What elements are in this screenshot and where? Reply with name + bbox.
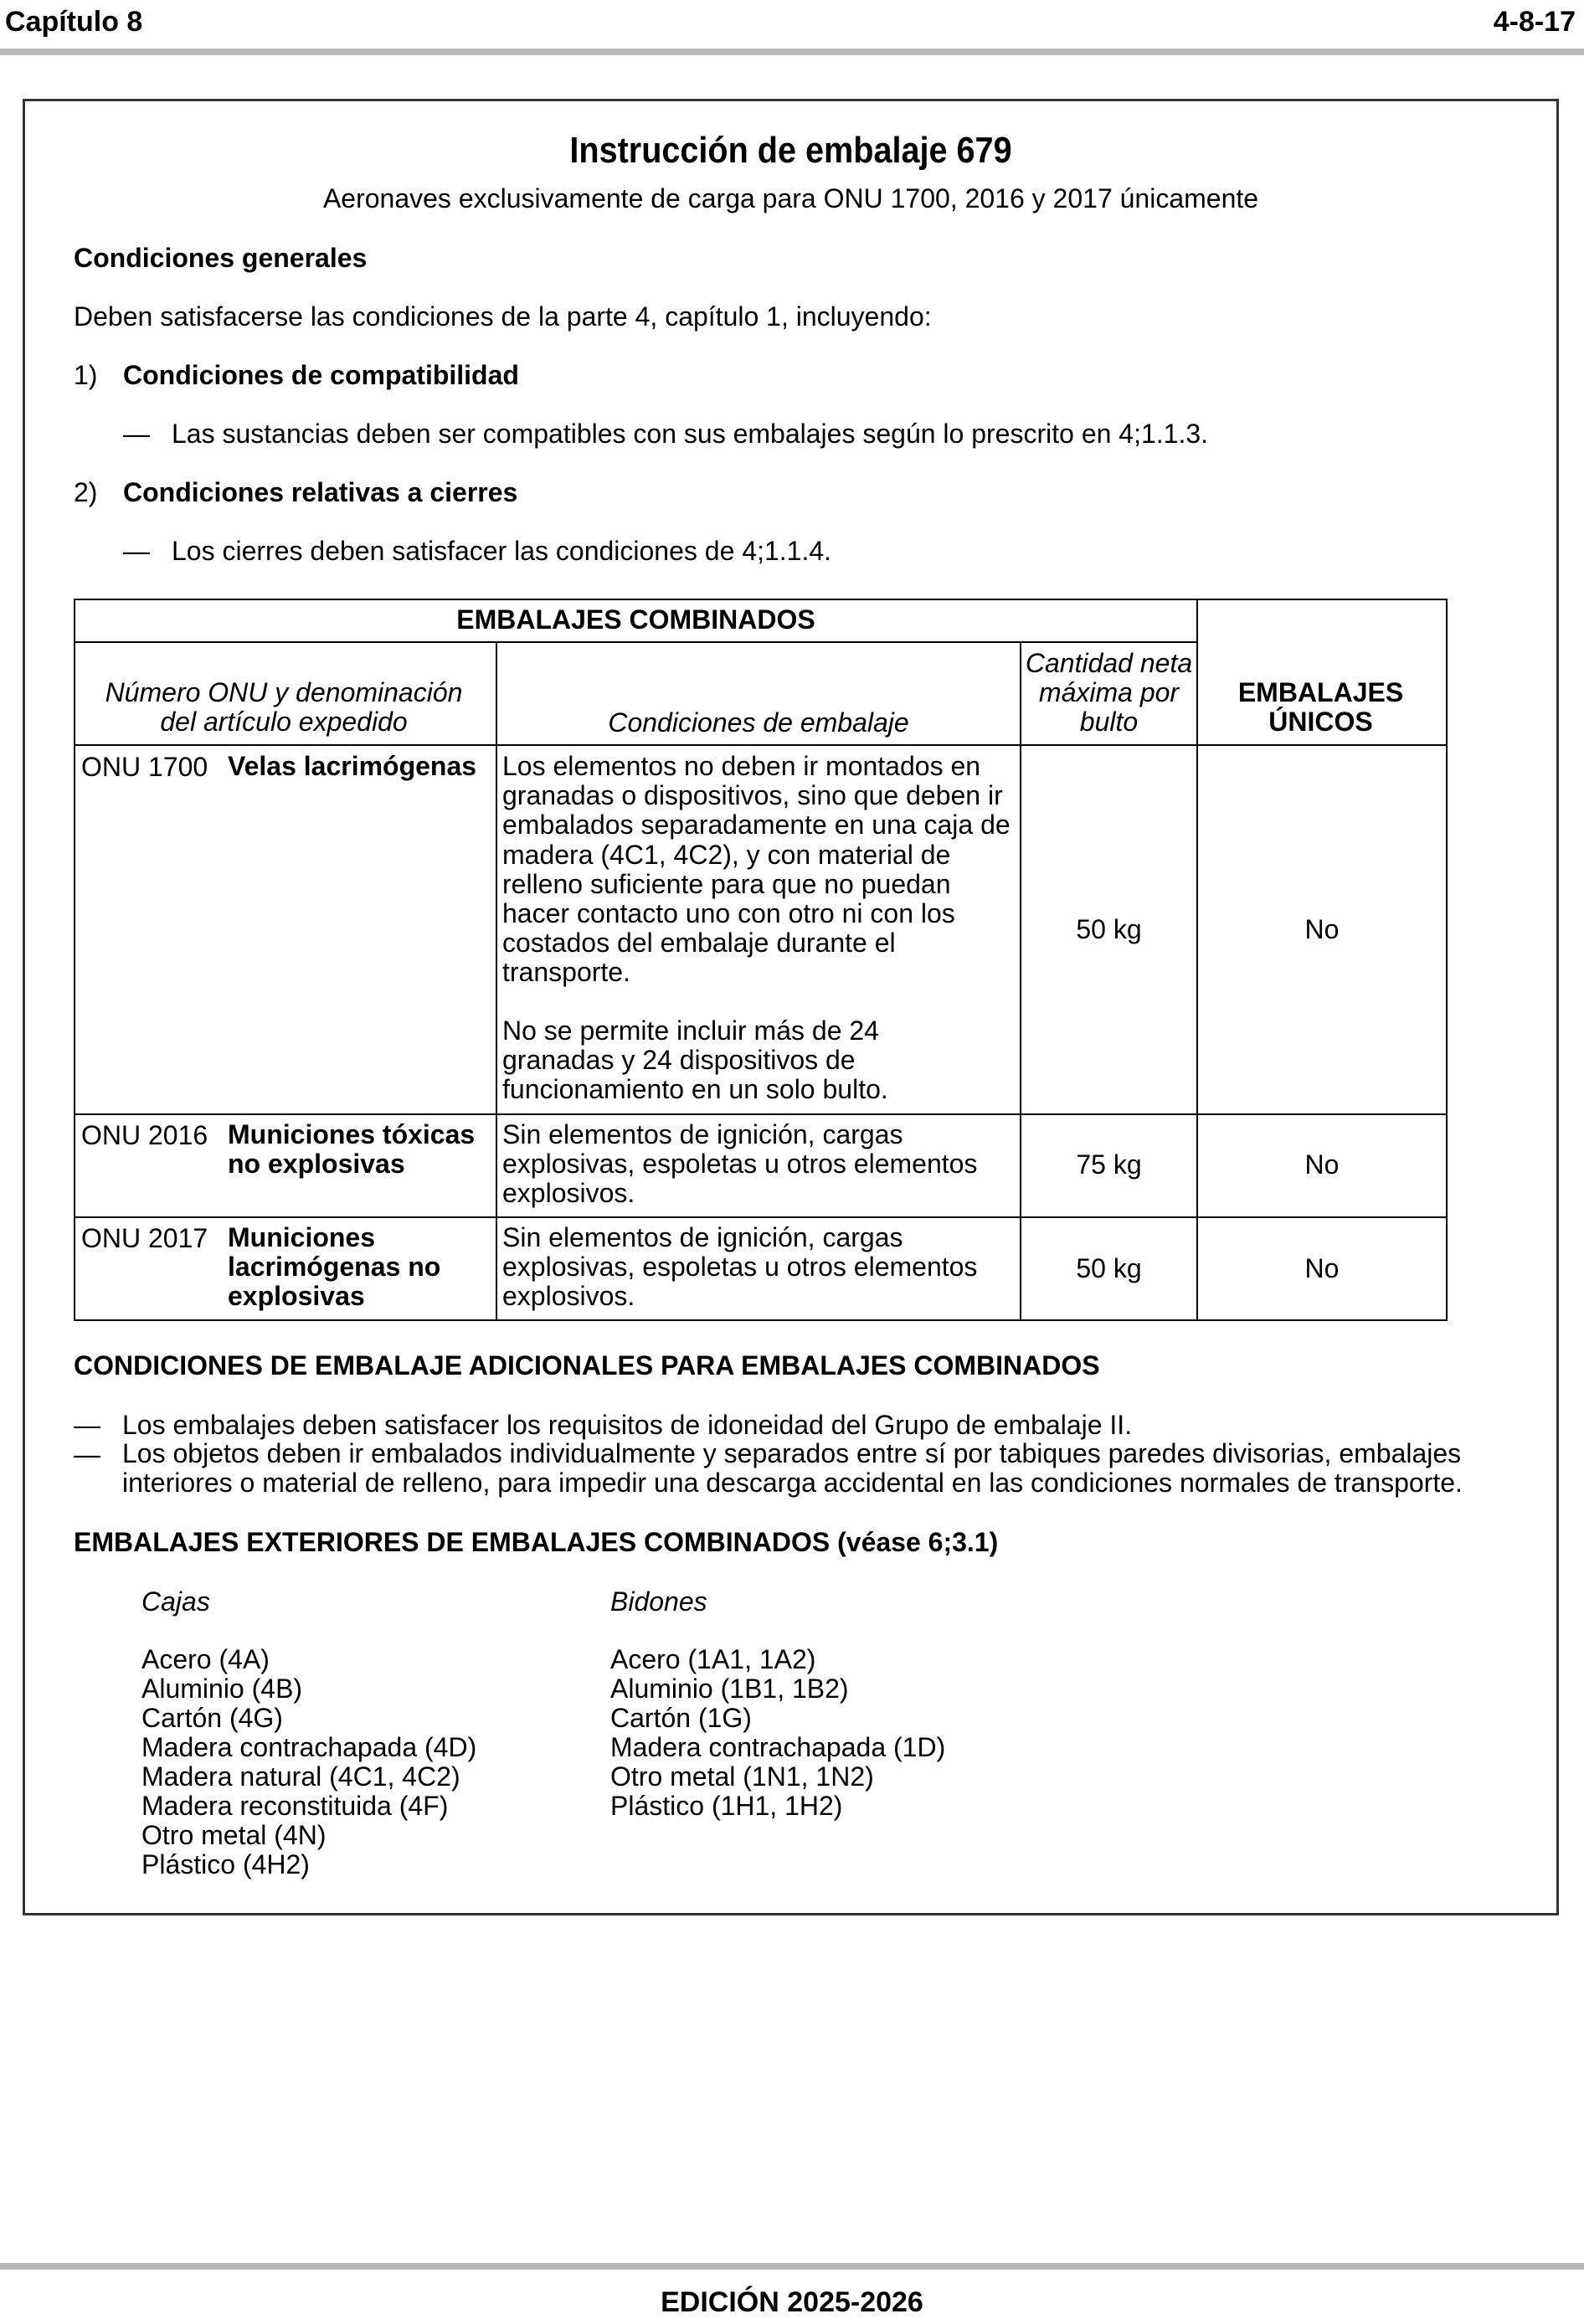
additional-dash-2: — [74, 1439, 100, 1469]
cajas-item: Madera reconstituida (4F) [141, 1791, 449, 1821]
table-row-divider [74, 1113, 1448, 1115]
general-intro: Deben satisfacerse las condiciones de la parte 4, capítulo 1, incluyendo: [74, 301, 932, 332]
additional-heading: CONDICIONES DE EMBALAJE ADICIONALES PARA EMBALAJES COMBINADOS [74, 1350, 1100, 1381]
cajas-item: Cartón (4G) [141, 1703, 283, 1733]
additional-item-1: Los embalajes deben satisfacer los requisitos de idoneidad del Grupo de embalaje II. [122, 1410, 1133, 1440]
row2-single: No [1304, 1149, 1340, 1180]
item2-dash: — [123, 536, 150, 566]
bidones-item: Madera contrachapada (1D) [610, 1732, 946, 1762]
table-col-divider [1196, 599, 1198, 1321]
footer-rule [0, 2263, 1584, 2270]
table-col-divider [1020, 641, 1021, 1321]
row3-single: No [1304, 1253, 1340, 1283]
table-group-divider [74, 641, 1198, 643]
row3-name: Municiones lacrimógenas no explosivas [228, 1222, 441, 1311]
page-subtitle: Aeronaves exclusivamente de carga para ONU 1700, 2016 y 2017 únicamente [322, 183, 1259, 213]
row2-name: Municiones tóxicas no explosivas [228, 1119, 476, 1179]
row2-quantity: 75 kg [1076, 1149, 1142, 1180]
col-header-quantity: Cantidad neta máxima por bulto [1025, 648, 1193, 737]
table-border-top [74, 599, 1198, 600]
col-header-single: EMBALAJES ÚNICOS [1237, 677, 1404, 737]
bidones-list [610, 1645, 945, 1821]
item2-text: Los cierres deben satisfacer las condiciones de 4;1.1.4. [172, 536, 832, 566]
table-col-divider [496, 641, 497, 1321]
bidones-item: Aluminio (1B1, 1B2) [610, 1674, 849, 1704]
cajas-title: Cajas [141, 1586, 210, 1617]
page-title: Instrucción de embalaje 679 [569, 130, 1012, 171]
table-border-right [1446, 599, 1448, 1321]
row2-un: ONU 2016 [81, 1120, 208, 1150]
page-number: 4-8-17 [1493, 6, 1576, 38]
cajas-item: Aluminio (4B) [141, 1674, 303, 1704]
row1-quantity: 50 kg [1076, 914, 1142, 944]
cajas-item: Madera contrachapada (4D) [141, 1732, 477, 1762]
row1-un: ONU 1700 [81, 752, 208, 782]
table-row-divider [74, 1216, 1448, 1218]
item1-number: 1) [74, 360, 98, 390]
cajas-item: Acero (4A) [141, 1644, 270, 1674]
table-border-bottom [74, 1319, 1448, 1321]
group-header: EMBALAJES COMBINADOS [456, 604, 815, 635]
col-header-un: Número ONU y denominación del artículo expedido [105, 677, 463, 737]
row1-conditions: Los elementos no deben ir montados en granadas o dispositivos, sino que deben ir embalados separadamente en una caja de madera (4C1, 4C2), y con material de relleno suficiente para que no puedan hacer contacto uno con otro ni con los costados del embalaje durante el transporte. [502, 751, 1011, 988]
edition-label: EDICIÓN 2025-2026 [661, 2286, 923, 2318]
row1-name: Velas lacrimógenas [228, 751, 477, 781]
row1-single: No [1304, 914, 1340, 944]
row3-un: ONU 2017 [81, 1223, 208, 1253]
chapter-label: Capítulo 8 [5, 6, 143, 38]
bidones-item: Otro metal (1N1, 1N2) [610, 1761, 874, 1792]
additional-item-2: Los objetos deben ir embalados individualmente y separados entre sí por tabiques paredes divisorias, embalajes interiores o material de relleno, para impedir una descarga accidental en las condiciones normales de transporte. [122, 1438, 1463, 1498]
outer-heading: EMBALAJES EXTERIORES DE EMBALAJES COMBINADOS (véase 6;3.1) [74, 1527, 999, 1557]
bidones-item: Acero (1A1, 1A2) [610, 1644, 816, 1674]
cajas-item: Madera natural (4C1, 4C2) [141, 1761, 460, 1792]
bidones-title: Bidones [610, 1586, 707, 1617]
col-header-conditions: Condiciones de embalaje [608, 707, 909, 738]
cajas-item: Plástico (4H2) [141, 1849, 310, 1879]
table-border-left [74, 599, 75, 1321]
additional-dash-1: — [74, 1410, 100, 1440]
bidones-item: Plástico (1H1, 1H2) [610, 1791, 843, 1821]
row3-conditions: Sin elementos de ignición, cargas explosivas, espoletas u otros elementos explosivos. [502, 1222, 978, 1312]
item1-text: Las sustancias deben ser compatibles con sus embalajes según lo prescrito en 4;1.1.3. [172, 419, 1209, 449]
table-border-top-single [1198, 599, 1448, 600]
row3-quantity: 50 kg [1076, 1253, 1142, 1283]
item2-number: 2) [74, 477, 98, 507]
item1-dash: — [123, 419, 150, 449]
general-heading: Condiciones generales [74, 243, 368, 273]
item1-title: Condiciones de compatibilidad [123, 360, 519, 390]
header-rule [0, 49, 1584, 55]
bidones-item: Cartón (1G) [610, 1703, 752, 1733]
table-header-divider [74, 744, 1448, 746]
cajas-list [141, 1645, 476, 1879]
cajas-item: Otro metal (4N) [141, 1820, 327, 1850]
row1-conditions-note: No se permite incluir más de 24 granadas y 24 dispositivos de funcionamiento en un solo bulto. [502, 1015, 888, 1105]
row2-conditions: Sin elementos de ignición, cargas explosivas, espoletas u otros elementos explosivos. [502, 1119, 978, 1209]
item2-title: Condiciones relativas a cierres [123, 477, 518, 507]
